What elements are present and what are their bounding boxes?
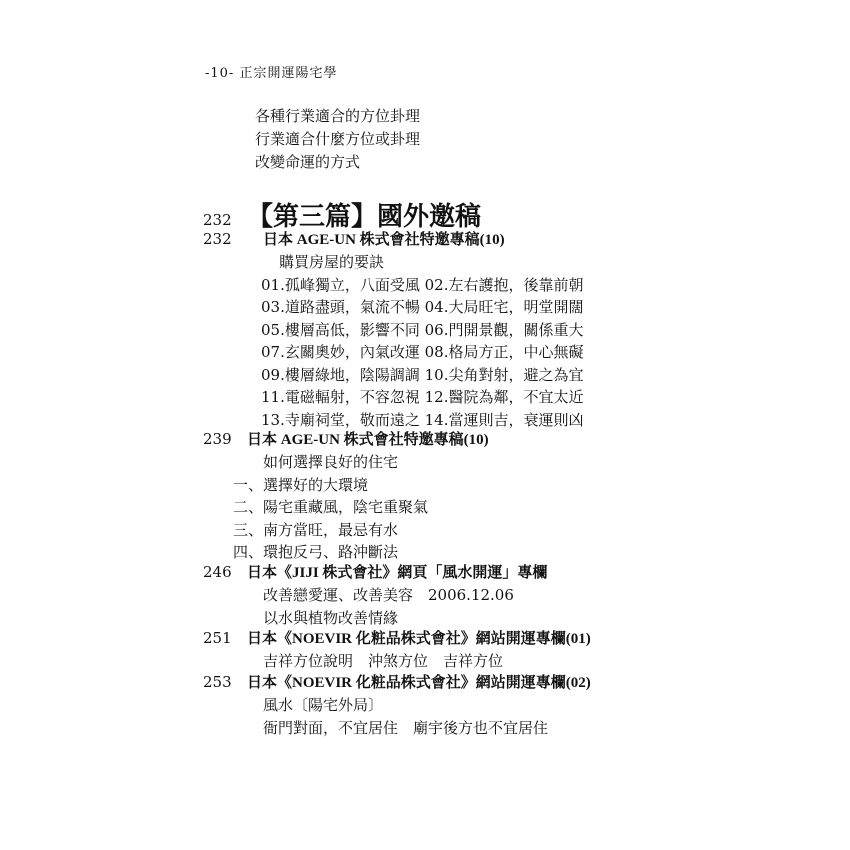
toc-entry-heading bbox=[203, 561, 547, 584]
toc-line: 03.道路盡頭，氣流不暢 04.大局旺宅，明堂開闊 bbox=[261, 298, 584, 316]
toc-entry-title: 日本 AGE-UN 株式會社特邀專稿(10) bbox=[263, 232, 505, 248]
toc-entry bbox=[203, 671, 591, 739]
intro-line: 行業適合什麼方位或卦理 bbox=[255, 130, 421, 148]
intro-line: 各種行業適合的方位卦理 bbox=[255, 107, 421, 125]
toc-line: 如何選擇良好的住宅 bbox=[263, 453, 399, 471]
page-header: -10- 正宗開運陽宅學 bbox=[205, 66, 338, 81]
toc-entry-heading bbox=[203, 228, 583, 251]
toc-entry-title: 日本《NOEVIR 化粧品株式會社》網站開運專欄(01) bbox=[247, 631, 591, 647]
section-title-text: 【第三篇】國外邀稿 bbox=[247, 202, 482, 232]
toc-entry-heading bbox=[203, 671, 591, 694]
toc-line: 07.玄關奧妙，內氣改運 08.格局方正，中心無礙 bbox=[261, 343, 584, 361]
toc-entry-title: 日本 AGE-UN 株式會社特邀專稿(10) bbox=[247, 432, 489, 448]
toc-line: 三、南方當旺，最忌有水 bbox=[233, 520, 399, 539]
intro-lines bbox=[255, 105, 420, 174]
toc-line: 購買房屋的要訣 bbox=[279, 253, 385, 271]
toc-entry bbox=[203, 428, 489, 564]
toc-line: 以水與植物改善情緣 bbox=[263, 608, 399, 627]
toc-line: 01.孤峰獨立，八面受風 02.左右護抱，後靠前朝 bbox=[261, 275, 584, 294]
toc-line: 改善戀愛運、改善美容 2006.12.06 bbox=[263, 586, 514, 604]
section-page-number: 232 bbox=[203, 211, 232, 229]
toc-line: 13.寺廟祠堂，敬而遠之 14.當運則吉，衰運則凶 bbox=[261, 410, 584, 429]
toc-line: 一、選擇好的大環境 bbox=[233, 475, 369, 494]
toc-entry bbox=[203, 228, 583, 431]
toc-line: 吉祥方位說明 沖煞方位 吉祥方位 bbox=[263, 652, 504, 670]
toc-page-number: 239 bbox=[203, 430, 232, 448]
toc-page-number: 253 bbox=[203, 673, 232, 691]
toc-page-number: 251 bbox=[203, 629, 232, 647]
toc-line: 衙門對面，不宜居住 廟宇後方也不宜居住 bbox=[263, 718, 549, 737]
intro-line: 改變命運的方式 bbox=[255, 153, 361, 171]
toc-entry bbox=[203, 627, 591, 673]
toc-entry bbox=[203, 561, 547, 629]
toc-entry-heading bbox=[203, 627, 591, 650]
toc-line: 四、環抱反弓、路沖斷法 bbox=[233, 543, 399, 561]
toc-page-number: 232 bbox=[203, 230, 232, 248]
toc-entry-title: 日本《NOEVIR 化粧品株式會社》網站開運專欄(02) bbox=[247, 675, 591, 691]
toc-page-number: 246 bbox=[203, 563, 232, 581]
toc-entry-title: 日本《JIJI 株式會社》網頁「風水開運」專欄 bbox=[247, 565, 548, 581]
toc-line: 二、陽宅重藏風，陰宅重聚氣 bbox=[233, 498, 429, 516]
toc-line: 風水〔陽宅外局〕 bbox=[263, 696, 384, 714]
toc-line: 11.電磁輻射，不容忽視 12.醫院為鄰，不宜太近 bbox=[261, 388, 584, 406]
toc-entry-heading bbox=[203, 428, 489, 451]
toc-line: 09.樓層綠地，陰陽調調 10.尖角對射，避之為宜 bbox=[261, 365, 584, 384]
toc-line: 05.樓層高低，影響不同 06.門開景觀，關係重大 bbox=[261, 320, 584, 339]
